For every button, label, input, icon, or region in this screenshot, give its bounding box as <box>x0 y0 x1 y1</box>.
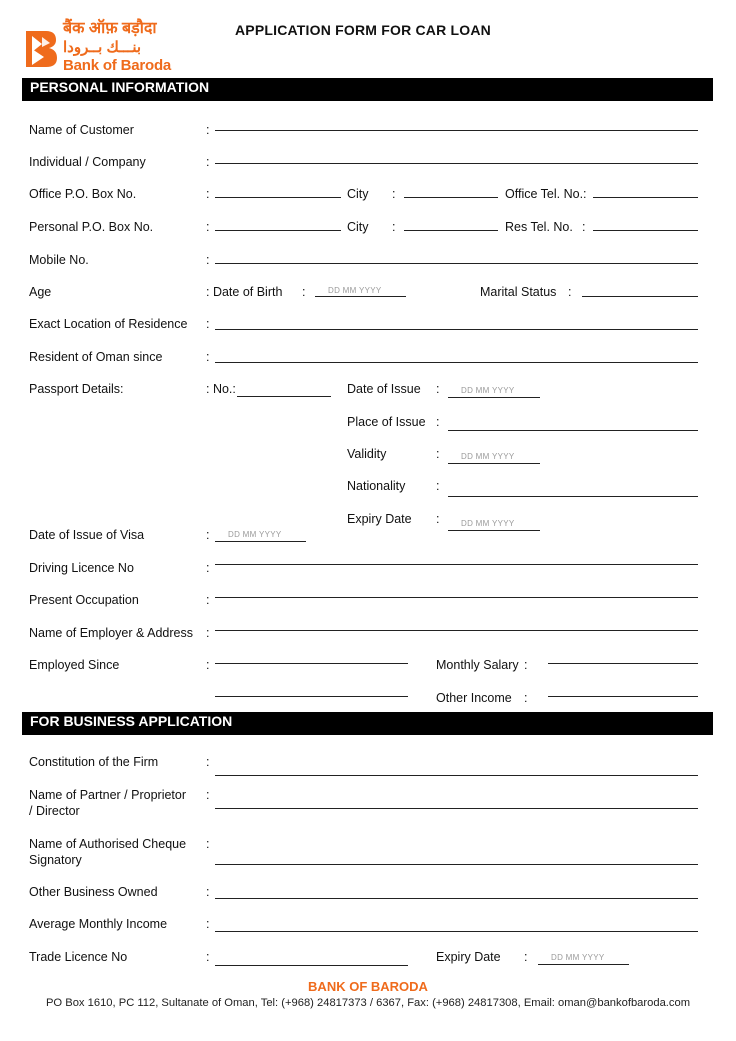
age-label: Age <box>29 285 52 299</box>
page-title: APPLICATION FORM FOR CAR LOAN <box>235 22 491 38</box>
partner-label-line2: / Director <box>29 804 80 818</box>
office-po-box-label: Office P.O. Box No. <box>29 187 137 201</box>
office-city-label: City <box>347 187 369 201</box>
other-income-field[interactable] <box>548 696 698 697</box>
colon: : <box>568 285 572 299</box>
date-of-birth-label: : Date of Birth <box>206 285 283 299</box>
place-of-issue-field[interactable] <box>448 430 698 431</box>
other-business-label: Other Business Owned <box>29 885 158 899</box>
passport-expiry-date-label: Expiry Date <box>347 512 412 526</box>
employed-since-field[interactable] <box>215 663 408 664</box>
partner-label: Name of Partner / Proprietor <box>29 788 187 802</box>
employer-name-address-field[interactable] <box>215 630 698 631</box>
colon: : <box>436 479 440 493</box>
exact-location-field[interactable] <box>215 329 698 330</box>
section-heading-personal: PERSONAL INFORMATION <box>22 78 713 101</box>
colon: : <box>582 220 586 234</box>
passport-expiry-date-placeholder: DD MM YYYY <box>461 519 515 528</box>
trade-licence-label: Trade Licence No <box>29 950 128 964</box>
other-income-label: Other Income <box>436 691 512 705</box>
colon: : <box>524 658 528 672</box>
name-of-customer-label: Name of Customer <box>29 123 134 137</box>
office-po-box-field[interactable] <box>215 197 341 198</box>
passport-date-of-issue-field[interactable] <box>448 397 540 398</box>
nationality-label: Nationality <box>347 479 406 493</box>
resident-since-field[interactable] <box>215 362 698 363</box>
passport-no-label: : No.: <box>206 382 236 396</box>
employed-since-label: Employed Since <box>29 658 120 672</box>
colon: : <box>436 415 440 429</box>
visa-issue-date-placeholder: DD MM YYYY <box>228 530 282 539</box>
colon: : <box>206 837 210 851</box>
resident-since-label: Resident of Oman since <box>29 350 163 364</box>
place-of-issue-label: Place of Issue <box>347 415 426 429</box>
colon: : <box>436 512 440 526</box>
name-of-customer-field[interactable] <box>215 130 698 131</box>
validity-field[interactable] <box>448 463 540 464</box>
visa-issue-date-label: Date of Issue of Visa <box>29 528 145 542</box>
colon: : <box>392 220 396 234</box>
office-tel-field[interactable] <box>593 197 698 198</box>
colon: : <box>392 187 396 201</box>
logo-arabic-text: بنـــك بــرودا <box>63 39 142 56</box>
colon: : <box>302 285 306 299</box>
colon: : <box>206 885 210 899</box>
passport-date-of-issue-label: Date of Issue <box>347 382 421 396</box>
exact-location-label: Exact Location of Residence <box>29 317 188 331</box>
cheque-signatory-label: Name of Authorised Cheque <box>29 837 187 851</box>
trade-licence-expiry-label: Expiry Date <box>436 950 501 964</box>
colon: : <box>206 658 210 672</box>
colon: : <box>206 528 210 542</box>
marital-status-field[interactable] <box>582 296 698 297</box>
personal-city-field[interactable] <box>404 230 498 231</box>
colon: : <box>206 253 210 267</box>
present-occupation-label: Present Occupation <box>29 593 139 607</box>
logo-bank-name: Bank of Baroda <box>63 57 172 74</box>
avg-monthly-income-label: Average Monthly Income <box>29 917 168 931</box>
constitution-label: Constitution of the Firm <box>29 755 159 769</box>
passport-no-field[interactable] <box>237 396 331 397</box>
passport-expiry-date-field[interactable] <box>448 530 540 531</box>
validity-label: Validity <box>347 447 387 461</box>
date-of-birth-placeholder: DD MM YYYY <box>328 286 382 295</box>
personal-city-label: City <box>347 220 369 234</box>
colon: : <box>206 317 210 331</box>
colon: : <box>206 788 210 802</box>
employer-name-address-label: Name of Employer & Address <box>29 626 193 640</box>
personal-po-box-label: Personal P.O. Box No. <box>29 220 154 234</box>
individual-company-field[interactable] <box>215 163 698 164</box>
date-of-birth-field[interactable] <box>315 296 406 297</box>
office-city-field[interactable] <box>404 197 498 198</box>
marital-status-label: Marital Status <box>480 285 557 299</box>
other-business-field[interactable] <box>215 898 698 899</box>
res-tel-label: Res Tel. No. <box>505 220 573 234</box>
office-tel-label: Office Tel. No.: <box>505 187 587 201</box>
nationality-field[interactable] <box>448 496 698 497</box>
colon: : <box>206 593 210 607</box>
partner-field[interactable] <box>215 808 698 809</box>
colon: : <box>524 691 528 705</box>
driving-licence-label: Driving Licence No <box>29 561 134 575</box>
passport-details-label: Passport Details: <box>29 382 124 396</box>
passport-date-of-issue-placeholder: DD MM YYYY <box>461 386 515 395</box>
colon: : <box>206 626 210 640</box>
colon: : <box>524 950 528 964</box>
colon: : <box>206 755 210 769</box>
mobile-label: Mobile No. <box>29 253 89 267</box>
section-heading-business: FOR BUSINESS APPLICATION <box>22 712 713 735</box>
trade-licence-field[interactable] <box>215 965 408 966</box>
individual-company-label: Individual / Company <box>29 155 146 169</box>
colon: : <box>206 220 210 234</box>
monthly-salary-field[interactable] <box>548 663 698 664</box>
colon: : <box>436 382 440 396</box>
validity-placeholder: DD MM YYYY <box>461 452 515 461</box>
colon: : <box>206 950 210 964</box>
logo-hindi-text: बैंक ऑफ़ बड़ौदा <box>63 20 157 37</box>
res-tel-field[interactable] <box>593 230 698 231</box>
cheque-signatory-label-line2: Signatory <box>29 853 82 867</box>
trade-licence-expiry-field[interactable] <box>538 964 629 965</box>
colon: : <box>206 187 210 201</box>
colon: : <box>436 447 440 461</box>
personal-po-box-field[interactable] <box>215 230 341 231</box>
present-occupation-field[interactable] <box>215 597 698 598</box>
mobile-field[interactable] <box>215 263 698 264</box>
avg-monthly-income-field[interactable] <box>215 931 698 932</box>
bank-logo-icon <box>22 27 60 71</box>
monthly-salary-label: Monthly Salary <box>436 658 519 672</box>
visa-issue-date-field[interactable] <box>215 541 306 542</box>
trade-licence-expiry-placeholder: DD MM YYYY <box>551 953 605 962</box>
colon: : <box>206 917 210 931</box>
footer-brand: BANK OF BARODA <box>308 979 428 994</box>
constitution-field[interactable] <box>215 775 698 776</box>
colon: : <box>206 155 210 169</box>
cheque-signatory-field[interactable] <box>215 864 698 865</box>
employed-since-field-extra[interactable] <box>215 696 408 697</box>
colon: : <box>206 350 210 364</box>
colon: : <box>206 123 210 137</box>
colon: : <box>206 561 210 575</box>
driving-licence-field[interactable] <box>215 564 698 565</box>
footer-address: PO Box 1610, PC 112, Sultanate of Oman, Tel: (+968) 24817373 / 6367, Fax: (+968) 24817308, Email: oman@bankofbaroda.com <box>45 997 691 1009</box>
